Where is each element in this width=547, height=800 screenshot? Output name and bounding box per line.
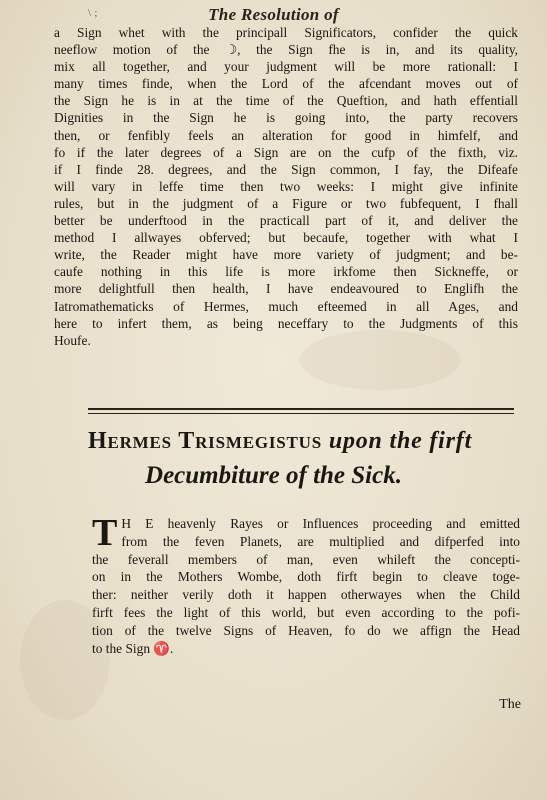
chapter-line: on in the Mothers Wombe, doth firft begin to cleave toge- bbox=[92, 569, 520, 585]
body-line: write, the Reader might have more variety of judgment; and be- bbox=[54, 247, 518, 263]
body-line: caufe nothing in this life is more irkfome then Sickneffe, or bbox=[54, 264, 518, 280]
chapter-line: ther: neither verily doth it happen otherwayes when the Child bbox=[92, 587, 520, 603]
section-title-italic: upon the firft bbox=[328, 428, 473, 454]
body-line: Dignities in the Sign he is going into, the party recovers bbox=[54, 110, 518, 126]
chapter-line: H E heavenly Rayes or Influences proceeding and emitted bbox=[121, 516, 520, 531]
running-head bbox=[0, 5, 547, 25]
body-line: here to infert them, as being neceffary to the Judgments of this bbox=[54, 315, 518, 331]
chapter-line: tion of the twelve Signs of Heaven, fo do we affign the Head bbox=[92, 622, 520, 638]
body-line: rules, but in the judgment of a Figure or two fubfequent, I fhall bbox=[54, 195, 518, 211]
body-line: if I finde 28. degrees, and the Sign common, I fay, the Difeafe bbox=[54, 161, 518, 177]
body-line: the Sign he is in at the time of the Queftion, and hath effentiall bbox=[54, 93, 518, 109]
chapter-line: to the Sign ♈. bbox=[92, 640, 174, 656]
chapter-line: the feverall members of man, even whileft the concepti- bbox=[92, 551, 520, 567]
body-line: mix all together, and your judgment will be more rationall: I bbox=[54, 59, 518, 75]
body-line: many times finde, when the Lord of the afcendant moves out of bbox=[54, 76, 518, 92]
catchword: The bbox=[499, 697, 521, 712]
body-line: then, or fenfibly feels an alteration for good in himfelf, and bbox=[54, 127, 518, 143]
section-subtitle: Decumbiture of the Sick. bbox=[145, 462, 402, 489]
body-paragraph bbox=[54, 24, 518, 349]
body-line: Iatromathematicks of Hermes, much efteemed in all Ages, and bbox=[54, 298, 518, 314]
drop-cap: T bbox=[92, 512, 118, 554]
chapter-line: from the feven Planets, are multiplied and difperfed into bbox=[121, 533, 520, 549]
body-line: Houfe. bbox=[54, 332, 91, 348]
running-head-lead: \ ; bbox=[88, 7, 98, 19]
body-line: fo if the later degrees of a Sign are on the cufp of the fixth, viz. bbox=[54, 144, 518, 160]
body-line: a Sign whet with the principall Significators, confider the quick bbox=[54, 25, 518, 40]
body-line: more delightfull then health, I have endeavoured to Englifh the bbox=[54, 281, 518, 297]
chapter-line: firft fees the light of this world, but even according to the pofi- bbox=[92, 604, 520, 620]
body-line: method I allwayes obferved; but becaufe, together with what I bbox=[54, 230, 518, 246]
running-head-title: The Resolution of bbox=[208, 5, 339, 24]
section-title bbox=[88, 428, 528, 455]
section-divider-rule bbox=[88, 408, 514, 414]
section-title-caps: Hermes Trismegistus bbox=[88, 428, 322, 454]
body-line: better be underftood in the practicall part of it, and deliver the bbox=[54, 213, 518, 229]
body-line: neeflow motion of the ☽, the Sign fhe is in, and its quality, bbox=[54, 42, 518, 58]
body-line: will vary in leffe time then two weeks: I might give infinite bbox=[54, 178, 518, 194]
chapter-paragraph bbox=[92, 512, 520, 657]
